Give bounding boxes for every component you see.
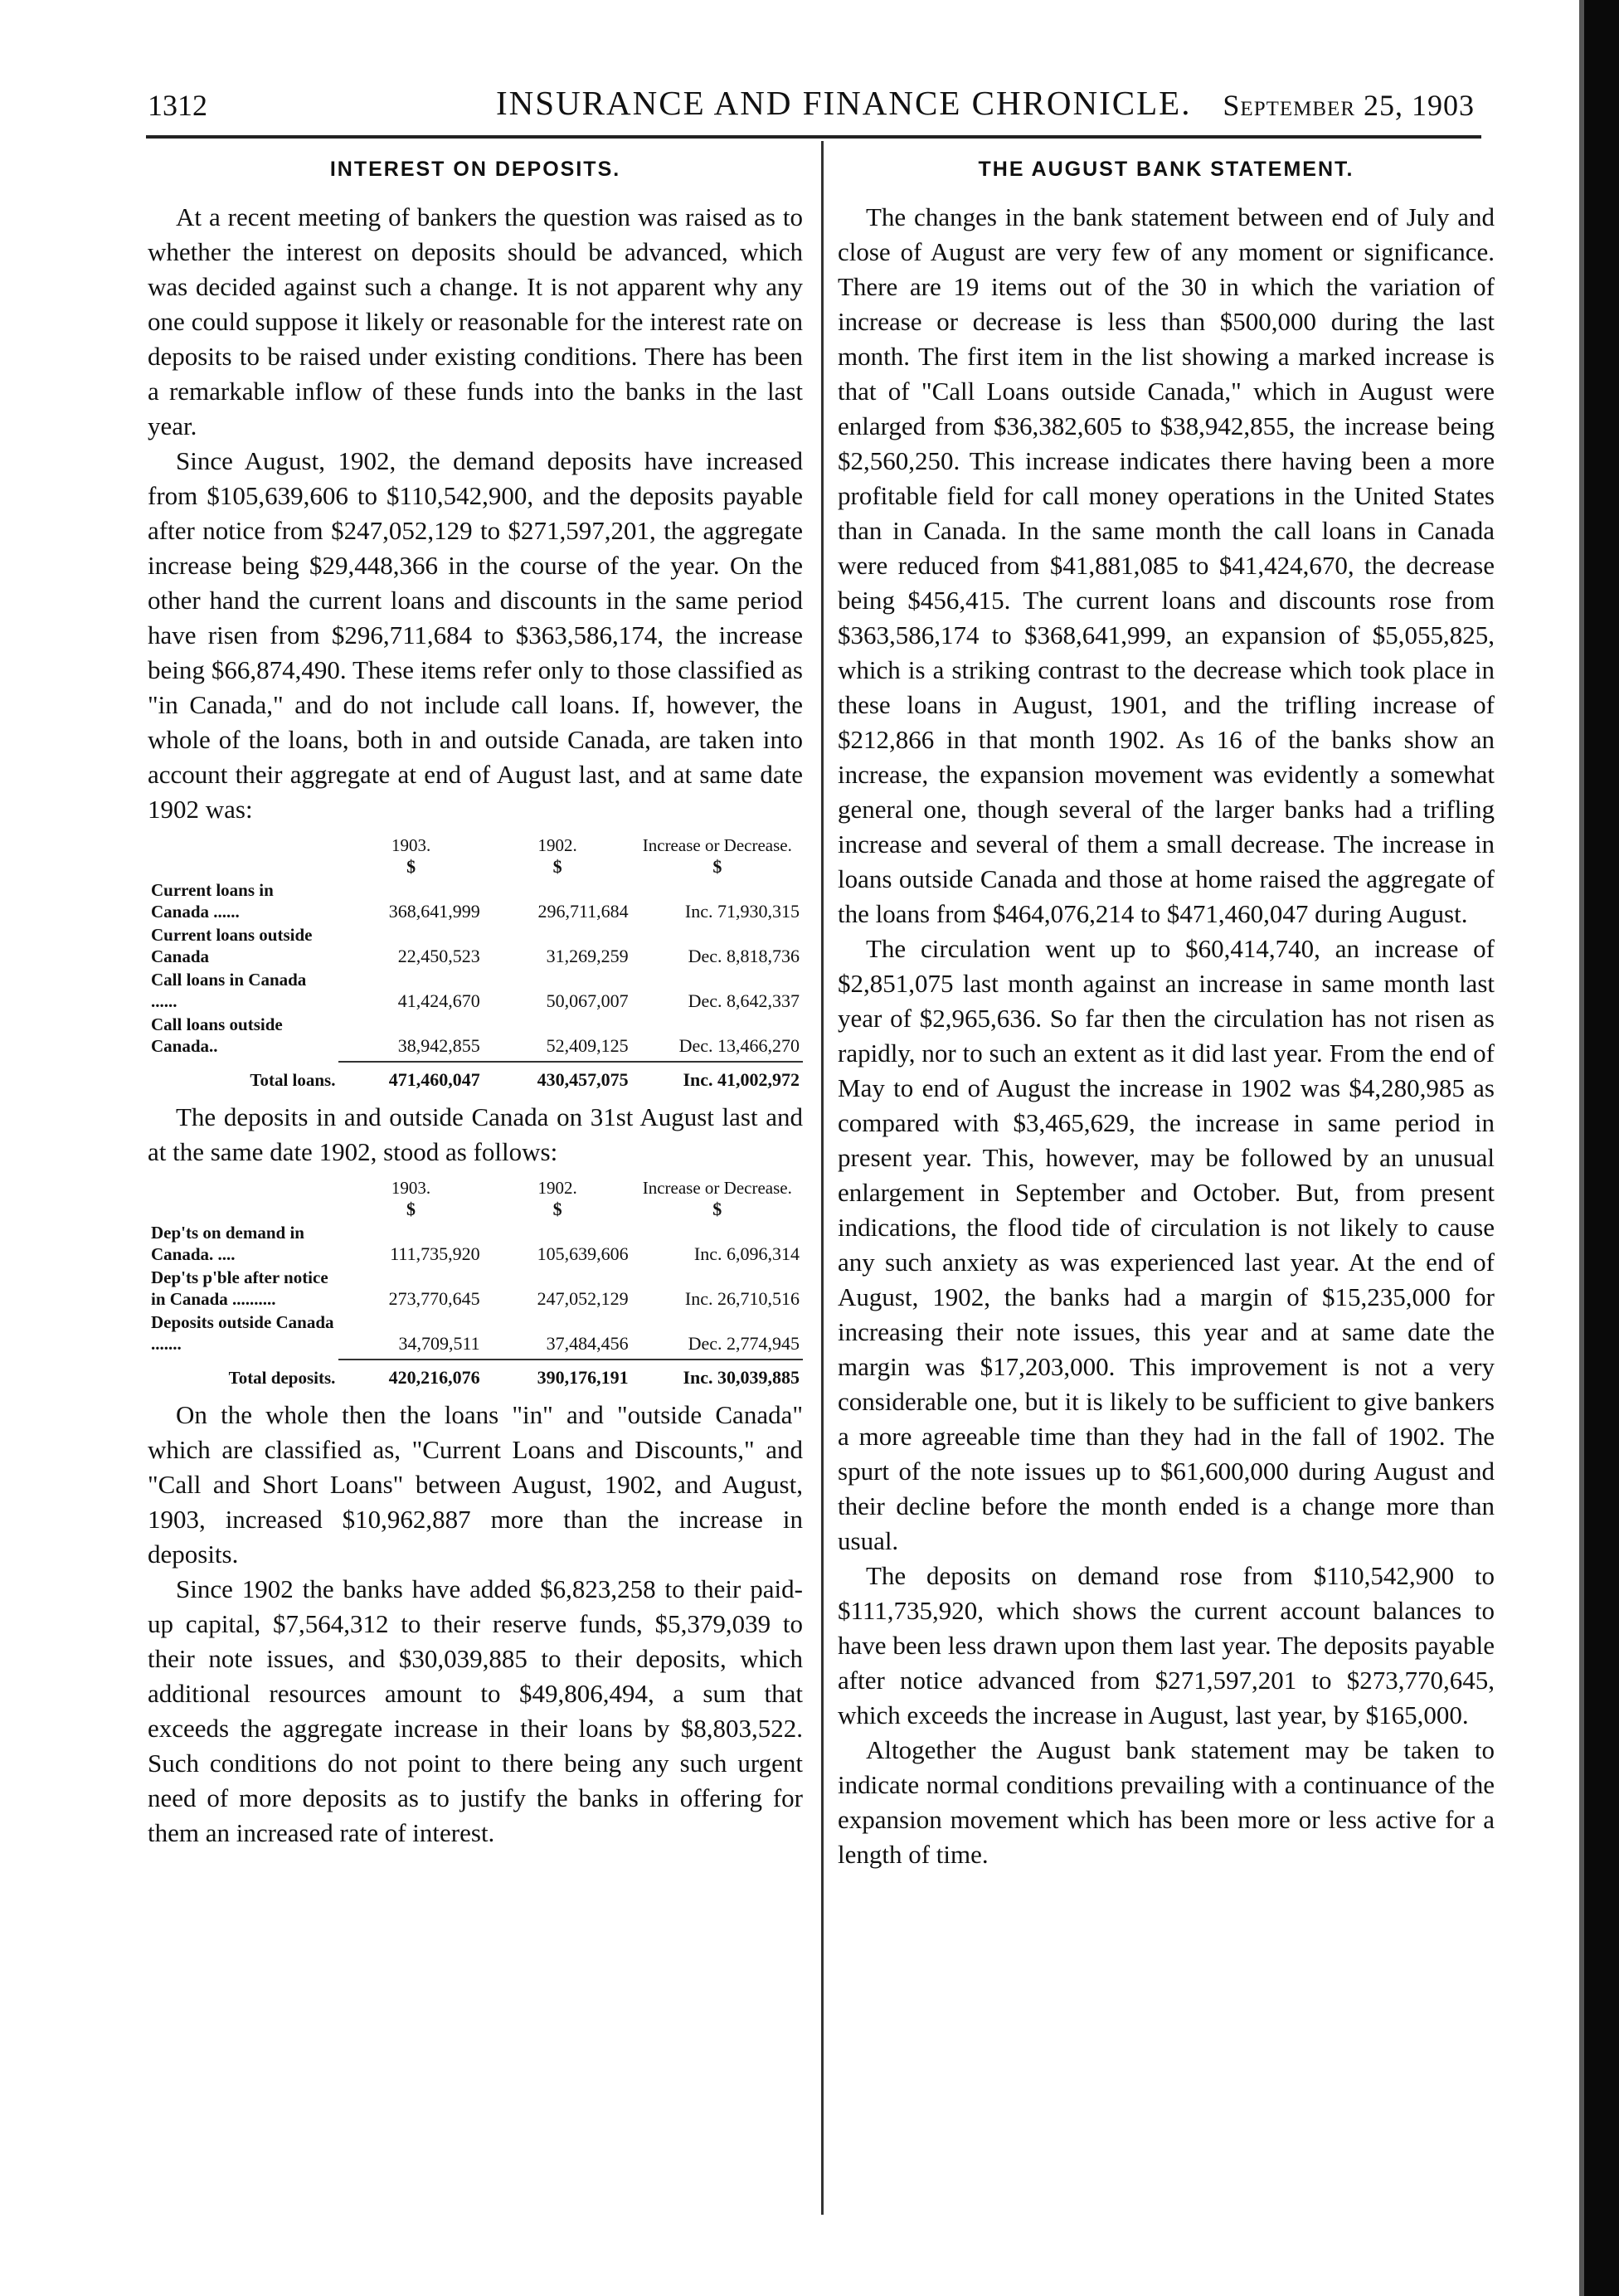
- value-change: Dec. 8,642,337: [688, 990, 800, 1011]
- value-1902: 105,639,606: [537, 1243, 629, 1264]
- column-header: 1903.: [391, 835, 431, 855]
- row-label: Call loans outside Canada..: [151, 1014, 283, 1056]
- binding-spine: [1584, 0, 1619, 2296]
- value-change: Inc. 26,710,516: [684, 1288, 800, 1309]
- article-title-august-statement: THE AUGUST BANK STATEMENT.: [978, 158, 1354, 181]
- paragraph: The changes in the bank statement between end of July and close of August are very few of any moment or significance. There are 19 items out of the 30 in which the variation of increase or decrease is less than $500,000 during the last month. The first item in the list showing a marked increase is that of "Call Loans outside Canada," which in August were enlarged from $36,382,605 to $38,942,855, the increase being $2,560,250. This increase indicates there having been a more profitable field for call money operations in the United States than in Canada. In the same month the call loans in Canada were reduced from $41,881,085 to $41,424,670, the decrease being $456,415. The current loans and discounts rose from $363,586,174 to $368,641,999, an expansion of $5,055,825, which is a striking contrast to the decrease which took place in these loans in August, 1901, and the trifling increase of $212,866 in that month 1902. As 16 of the banks show an increase, the expansion movement was evidently a somewhat general one, though several of the larger banks had a trifling increase and several of them a small decrease. The increase in loans outside Canada and those at home raised the aggregate of the loans from $464,076,214 to $471,460,047 during August.: [838, 202, 1495, 928]
- row-label: Current loans outside Canada: [151, 925, 313, 966]
- table-row: [148, 1221, 803, 1266]
- paragraph: The circulation went up to $60,414,740, an increase of $2,851,075 last month against an increase in same month last year of $2,965,636. So far then the circulation has not risen as rapidly, nor to such an extent as it did last year. From the end of May to end of August the increase in 1902 was $4,280,985 as compared with $3,465,629, the increase in same period in present year. This, however, may be followed by an unusual enlargement in September and October. But, from present indications, the flood tide of circulation is not likely to cause any such anxiety as was experienced last year. At the end of August, 1902, the banks had a margin of $15,235,000 for increasing their note issues, this year and at same date the margin was $17,203,000. This improvement is not a very considerable one, but it is likely to be sufficient to give bankers a more agreeable time than they had in the fall of 1902. The spurt of the note issues up to $61,600,000 during August and their decline before the month ended is a change more than usual.: [838, 934, 1495, 1555]
- left-column: [148, 158, 803, 1851]
- column-header: 1902.: [537, 1178, 577, 1198]
- table-row: [148, 968, 803, 1013]
- table-row: [148, 1013, 803, 1058]
- value-1903: 38,942,855: [397, 1035, 480, 1056]
- value-1903: 368,641,999: [388, 901, 480, 922]
- paragraph: At a recent meeting of bankers the question was raised as to whether the interest on deposits should be advanced, which was decided against such a change. It is not apparent why any one could suppose it likely or reasonable for the interest rate on deposits to be raised under existing conditions. There has been a remarkable inflow of these funds into the banks in the last year.: [148, 202, 803, 440]
- value-change: Dec. 2,774,945: [688, 1333, 800, 1354]
- loans-table: [148, 835, 803, 1092]
- value-1902: 296,711,684: [537, 901, 629, 922]
- row-label: Call loans in Canada ......: [151, 970, 307, 1011]
- total-label: Total loans.: [250, 1070, 336, 1090]
- column-divider: [821, 141, 824, 2215]
- value-1902: 52,409,125: [546, 1035, 629, 1056]
- currency-symbol: $: [552, 856, 562, 877]
- journal-title: INSURANCE AND FINANCE CHRONICLE.: [496, 84, 1192, 122]
- currency-symbol: $: [712, 1199, 722, 1219]
- column-header: Increase or Decrease.: [642, 1178, 792, 1198]
- total-row: [148, 1360, 803, 1389]
- row-label: Deposits outside Canada .......: [151, 1312, 334, 1354]
- page-header: [148, 83, 1475, 133]
- header-rule: [146, 135, 1481, 139]
- value-1902: 247,052,129: [537, 1288, 629, 1309]
- column-header: Increase or Decrease.: [642, 835, 792, 855]
- currency-symbol: $: [712, 856, 722, 877]
- total-1903: 471,460,047: [388, 1069, 480, 1090]
- total-change: Inc. 41,002,972: [683, 1069, 800, 1090]
- value-1903: 41,424,670: [397, 990, 480, 1011]
- value-1903: 34,709,511: [398, 1333, 480, 1354]
- table-row: [148, 878, 803, 923]
- currency-symbol: $: [406, 856, 416, 877]
- paragraph: The deposits in and outside Canada on 31st August last and at the same date 1902, stood as follows:: [148, 1102, 803, 1166]
- value-1902: 50,067,007: [546, 990, 629, 1011]
- value-change: Dec. 13,466,270: [678, 1035, 800, 1056]
- deposits-table: [148, 1178, 803, 1389]
- paragraph: The deposits on demand rose from $110,542,900 to $111,735,920, which shows the current account balances to have been less drawn upon them last year. The deposits payable after notice advanced from $271,597,201 to $273,770,645, which exceeds the increase in August, last year, by $165,000.: [838, 1561, 1495, 1729]
- table-row: [148, 1311, 803, 1355]
- row-label: Dep'ts p'ble after notice in Canada ..........: [151, 1267, 328, 1309]
- table-row: [148, 923, 803, 968]
- row-label: Current loans in Canada ......: [151, 880, 274, 922]
- value-1903: 273,770,645: [388, 1288, 480, 1309]
- total-1902: 430,457,075: [537, 1069, 629, 1090]
- paragraph: On the whole then the loans "in" and "outside Canada" which are classified as, "Current Loans and Discounts," and "Call and Short Loans" between August, 1902, and August, 1903, increased $10,962,887 more than the increase in deposits.: [148, 1400, 803, 1569]
- total-row: [148, 1062, 803, 1092]
- total-1902: 390,176,191: [537, 1367, 629, 1388]
- table-row: [148, 1266, 803, 1311]
- value-change: Inc. 71,930,315: [684, 901, 800, 922]
- article-title-interest: INTEREST ON DEPOSITS.: [329, 158, 621, 181]
- paragraph: Since 1902 the banks have added $6,823,258 to their paid-up capital, $7,564,312 to their reserve funds, $5,379,039 to their note issues, and $30,039,885 to their deposits, which additional resources amount to $49,806,494, a sum that exceeds the aggregate increase in their loans by $8,803,522. Such conditions do not point to there being any such urgent need of more deposits as to justify the banks in offering for them an increased rate of interest.: [148, 1574, 803, 1847]
- paragraph: Altogether the August bank statement may be taken to indicate normal conditions prevailing with a continuance of the expansion movement which has been more or less active for a length of time.: [838, 1735, 1495, 1869]
- column-header: 1902.: [537, 835, 577, 855]
- paragraph: Since August, 1902, the demand deposits have increased from $105,639,606 to $110,542,900, and the deposits payable after notice from $247,052,129 to $271,597,201, the aggregate increase being $29,448,366 in the course of the year. On the other hand the current loans and discounts in the same period have risen from $296,711,684 to $363,586,174, the increase being $66,874,490. These items refer only to those classified as "in Canada," and do not include call loans. If, however, the whole of the loans, both in and outside Canada, are taken into account their aggregate at end of August last, and at same date 1902 was:: [148, 446, 803, 824]
- value-change: Dec. 8,818,736: [688, 946, 800, 966]
- issue-date: September 25, 1903: [1223, 89, 1475, 122]
- value-1903: 22,450,523: [397, 946, 480, 966]
- value-change: Inc. 6,096,314: [693, 1243, 800, 1264]
- total-change: Inc. 30,039,885: [683, 1367, 800, 1388]
- total-label: Total deposits.: [228, 1368, 336, 1388]
- page-number: 1312: [148, 89, 207, 122]
- value-1903: 111,735,920: [390, 1243, 480, 1264]
- row-label: Dep'ts on demand in Canada. ....: [151, 1223, 304, 1264]
- right-column: [838, 158, 1495, 1872]
- total-1903: 420,216,076: [388, 1367, 480, 1388]
- currency-symbol: $: [406, 1199, 416, 1219]
- column-header: 1903.: [391, 1178, 431, 1198]
- value-1902: 31,269,259: [546, 946, 629, 966]
- value-1902: 37,484,456: [546, 1333, 629, 1354]
- currency-symbol: $: [552, 1199, 562, 1219]
